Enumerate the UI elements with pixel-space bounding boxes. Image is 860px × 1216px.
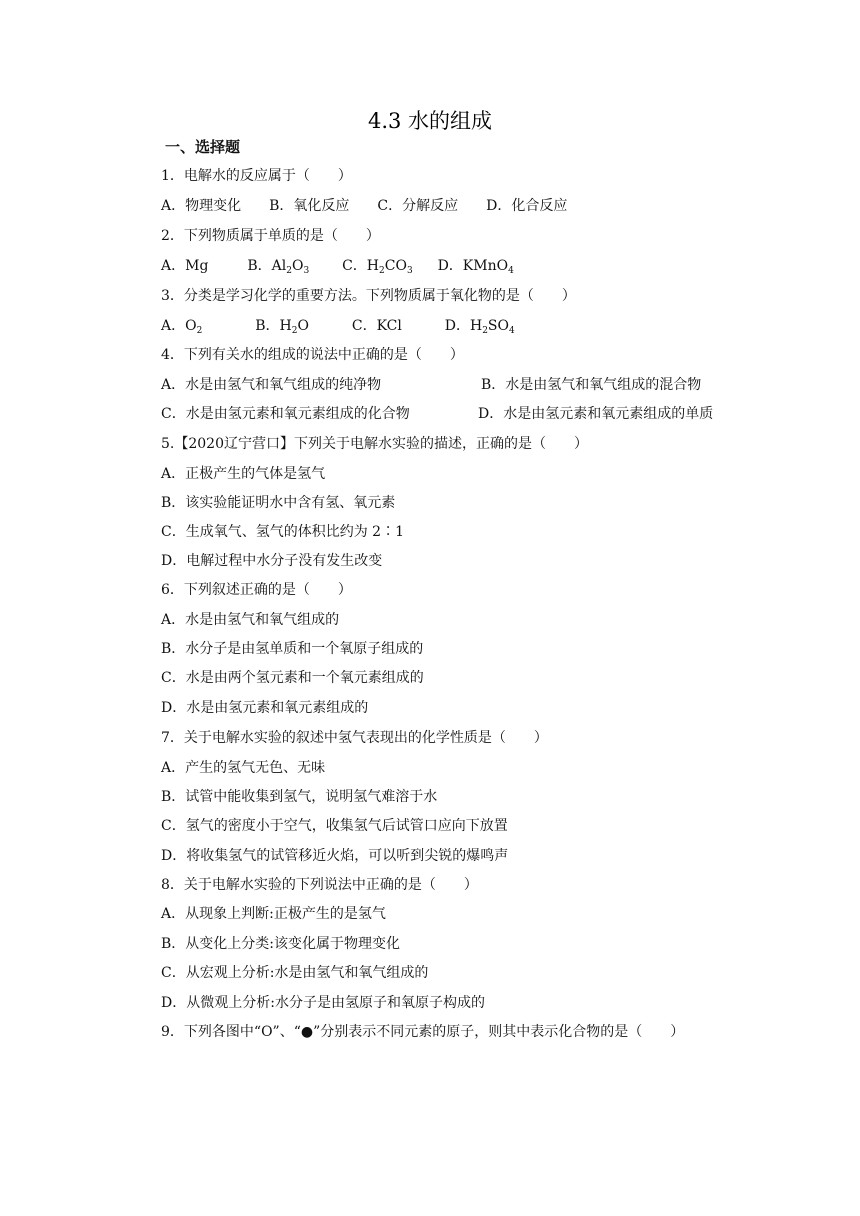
question-9: 9．下列各图中“O”、“●”分别表示不同元素的原子，则其中表示化合物的是（ ） (161, 1024, 685, 1040)
option-d: D．KMnO$_4$ (437, 258, 514, 276)
question-5-option-a: A．正极产生的气体是氢气 (161, 466, 326, 482)
question-5-option-b: B．该实验能证明水中含有氢、氧元素 (161, 495, 396, 511)
question-7-option-d: D．将收集氢气的试管移近火焰，可以听到尖锐的爆鸣声 (161, 848, 509, 864)
question-1-options: A．物理变化 B．氧化反应 C．分解反应 D．化合反应 (161, 198, 568, 214)
question-6-option-d: D．水是由氢元素和氧元素组成的 (161, 700, 369, 716)
question-6: 6．下列叙述正确的是（ ） (161, 582, 352, 598)
option-a: A．$O_2$ (161, 318, 203, 336)
question-5-option-d: D．电解过程中水分子没有发生改变 (161, 553, 383, 569)
question-2: 2．下列物质属于单质的是（ ） (161, 228, 380, 244)
question-5-option-c: C．生成氧气、氢气的体积比约为 2∶1 (161, 524, 404, 540)
question-7-option-b: B．试管中能收集到氢气，说明氢气难溶于水 (161, 789, 438, 805)
question-7-option-a: A．产生的氢气无色、无味 (161, 760, 326, 776)
question-7-option-c: C．氢气的密度小于空气，收集氢气后试管口应向下放置 (161, 818, 508, 834)
question-4-options-ab (161, 375, 702, 395)
question-3: 3．分类是学习化学的重要方法。下列物质属于氧化物的是（ ） (161, 288, 576, 304)
option-c: C．KCl (351, 318, 402, 334)
question-1: 1．电解水的反应属于（ ） (161, 168, 352, 184)
question-6-option-b: B．水分子是由氢单质和一个氧原子组成的 (161, 641, 424, 657)
option-b: B．$H_2O$ (255, 318, 309, 336)
option-b: B．水是由氢气和氧气组成的混合物 (481, 377, 702, 393)
question-8-option-c: C．从宏观上分析:水是由氢气和氧气组成的 (161, 965, 429, 981)
question-4-options-cd (161, 404, 714, 424)
question-8-option-a: A．从现象上判断:正极产生的是氢气 (161, 906, 386, 922)
question-6-option-c: C．水是由两个氢元素和一个氧元素组成的 (161, 670, 424, 686)
option-a: A．Mg (161, 258, 209, 274)
question-3-options (161, 316, 515, 341)
option-d: D．$H_2SO_4$ (444, 318, 515, 336)
option-d: D．水是由氢元素和氧元素组成的单质 (478, 406, 714, 422)
option-c: C．水是由氢元素和氧元素组成的化合物 (161, 406, 410, 422)
document-title: 4.3 水的组成 (367, 109, 493, 133)
question-8-option-b: B．从变化上分类:该变化属于物理变化 (161, 936, 401, 952)
question-5: 5.【2020辽宁营口】下列关于电解水实验的描述，正确的是（ ） (161, 436, 588, 452)
option-b: B．$Al_2O_3$ (247, 258, 310, 276)
option-a: A．水是由氢气和氧气组成的纯净物 (161, 377, 382, 393)
option-c: C．$H_2CO_3$ (342, 258, 413, 276)
question-8-option-d: D．从微观上分析:水分子是由氢原子和氧原子构成的 (161, 995, 485, 1011)
question-7: 7．关于电解水实验的叙述中氢气表现出的化学性质是（ ） (161, 730, 548, 746)
question-8: 8．关于电解水实验的下列说法中正确的是（ ） (161, 877, 478, 893)
section-heading: 一、选择题 (165, 138, 241, 156)
question-6-option-a: A．水是由氢气和氧气组成的 (161, 612, 340, 628)
question-4: 4．下列有关水的组成的说法中正确的是（ ） (161, 347, 464, 363)
question-2-options (161, 256, 514, 281)
